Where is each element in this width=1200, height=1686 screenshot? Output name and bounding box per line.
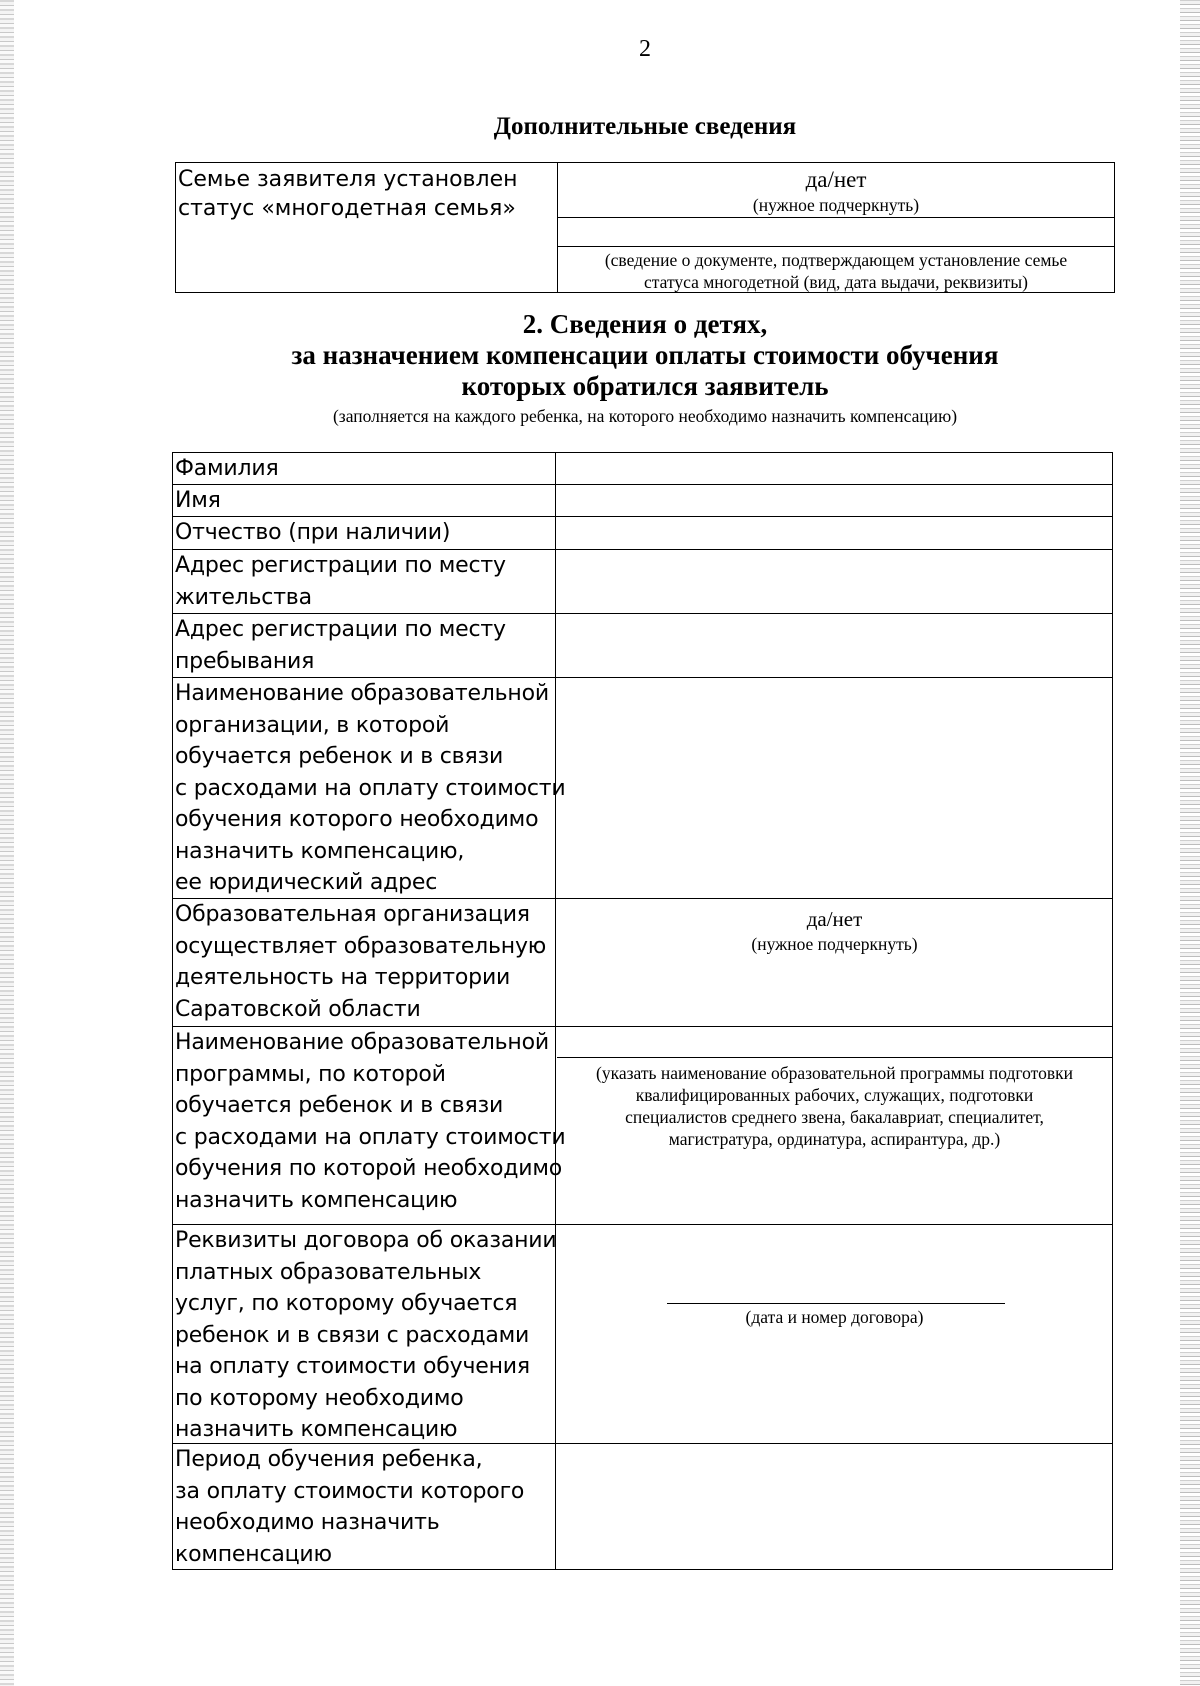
row-label (175, 517, 553, 549)
large-family-label-line: Семье заявителя установлен (178, 167, 518, 192)
row-label-line: на оплату стоимости обучения (175, 1354, 530, 1379)
row-label-line: ребенок и в связи с расходами (175, 1322, 530, 1348)
row-label-line: с расходами на оплату стоимости (175, 1124, 566, 1150)
row-label-line: Реквизиты договора об оказании (175, 1228, 557, 1253)
table-row-program (173, 1027, 1112, 1225)
row-label (175, 614, 553, 677)
row-label-line: назначить компенсацию (175, 1417, 458, 1442)
row-label (175, 550, 553, 613)
row-label-line: услуг, по которому обучается (175, 1291, 518, 1316)
contract-hint: (дата и номер договора) (745, 1307, 924, 1327)
table-row-organization (173, 678, 1112, 899)
row-label-line: Наименование образовательной (175, 681, 549, 706)
large-family-value-cell (558, 163, 1114, 292)
section-title-line: за назначением компенсации оплаты стоимости обучения (291, 340, 999, 370)
row-label-line: с расходами на оплату стоимости (175, 775, 566, 801)
row-label-line: Адрес регистрации по месту (175, 617, 506, 642)
yes-no-choice[interactable]: да/нет (805, 167, 867, 192)
row-label (175, 1444, 553, 1570)
row-label-line: назначить компенсацию (175, 1187, 458, 1213)
surname-field[interactable] (557, 453, 1112, 484)
row-label-line: за оплату стоимости которого (175, 1478, 525, 1504)
row-label-line: обучения которого необходимо (175, 807, 539, 832)
section-title-line: 2. Сведения о детях, (522, 309, 768, 339)
row-label-line: необходимо назначить (175, 1510, 440, 1535)
row-label-line: осуществляет образовательную (175, 933, 547, 959)
period-field[interactable] (557, 1444, 1112, 1571)
row-label-line: Имя (175, 488, 221, 513)
program-field[interactable] (557, 1027, 1112, 1058)
program-hint-line: магистратура, ординатура, аспирантура, др.) (668, 1129, 1001, 1149)
program-value-cell (557, 1027, 1112, 1224)
patronymic-field[interactable] (557, 517, 1112, 549)
document-info-field[interactable] (558, 218, 1114, 247)
yes-no-choice[interactable]: да/нет (806, 907, 863, 931)
large-family-yes-no-cell[interactable] (558, 163, 1114, 218)
section-title-line: которых обратился заявитель (461, 371, 829, 401)
row-label-line: ее юридический адрес (175, 870, 438, 895)
large-family-table (175, 162, 1115, 293)
scan-edge-left (0, 0, 14, 1686)
underline-hint: (нужное подчеркнуть) (752, 195, 920, 215)
residence-address-field[interactable] (557, 550, 1112, 613)
row-label-line: Саратовской области (175, 996, 421, 1022)
row-label (175, 1027, 566, 1216)
row-label-line: обучается ребенок и в связи (175, 1093, 504, 1118)
large-family-label-cell (176, 163, 558, 292)
row-label-line: назначить компенсацию, (175, 838, 465, 864)
scan-edge-right (1180, 0, 1200, 1686)
document-hint-cell (558, 247, 1114, 292)
row-label (175, 899, 553, 1025)
table-row-name (173, 485, 1112, 517)
row-label-line: программы, по которой (175, 1061, 446, 1087)
program-hint-line: квалифицированных рабочих, служащих, подготовки (635, 1085, 1034, 1105)
table-row-contract (173, 1225, 1112, 1444)
table-row-residence-address (173, 550, 1112, 614)
page-number: 2 (639, 36, 651, 62)
row-label-line: обучается ребенок и в связи (175, 744, 504, 769)
table-row-patronymic (173, 517, 1112, 550)
row-label-line: организации, в которой (175, 712, 450, 738)
row-label-line: Отчество (при наличии) (175, 520, 451, 545)
program-hint-line: (указать наименование образовательной программы подготовки (596, 1063, 1073, 1083)
document-hint-line: (сведение о документе, подтверждающем установление семье (604, 250, 1068, 270)
row-label-line: пребывания (175, 648, 315, 674)
table-row-stay-address (173, 614, 1112, 678)
underline-hint: (нужное подчеркнуть) (751, 934, 918, 954)
contract-value-cell[interactable] (557, 1225, 1112, 1443)
row-label (175, 1225, 557, 1446)
row-label-line: платных образовательных (175, 1259, 482, 1285)
row-label-line: жительства (175, 584, 312, 610)
document-hint-line: статуса многодетной (вид, дата выдачи, реквизиты) (644, 272, 1028, 292)
row-label-line: по которому необходимо (175, 1385, 464, 1411)
saratov-value-cell[interactable] (557, 899, 1112, 1026)
stay-address-field[interactable] (557, 614, 1112, 677)
row-label (175, 453, 553, 485)
row-label (175, 485, 553, 517)
table-row-period (173, 1444, 1112, 1571)
children-section-title (0, 309, 1200, 428)
program-hint (557, 1062, 1112, 1150)
row-label-line: Образовательная организация (175, 902, 530, 927)
row-label-line: обучения по которой необходимо (175, 1156, 563, 1181)
additional-info-heading: Дополнительные сведения (493, 113, 797, 140)
name-field[interactable] (557, 485, 1112, 516)
row-label-line: Период обучения ребенка, (175, 1447, 483, 1472)
large-family-label-line: статус «многодетная семья» (178, 196, 516, 221)
contract-signature-line (667, 1303, 1005, 1304)
program-hint-line: специалистов среднего звена, бакалавриат, специалитет, (625, 1107, 1044, 1127)
row-label (175, 678, 566, 899)
table-row-saratov (173, 899, 1112, 1027)
row-label-line: деятельность на территории (175, 965, 511, 990)
section-note: (заполняется на каждого ребенка, на которого необходимо назначить компенсацию) (332, 406, 958, 426)
row-label-line: Фамилия (175, 456, 279, 481)
organization-field[interactable] (557, 678, 1112, 898)
children-info-table (172, 452, 1113, 1570)
row-label-line: компенсацию (175, 1541, 332, 1567)
row-label-line: Наименование образовательной (175, 1030, 549, 1055)
table-row-surname (173, 453, 1112, 485)
row-label-line: Адрес регистрации по месту (175, 553, 506, 578)
